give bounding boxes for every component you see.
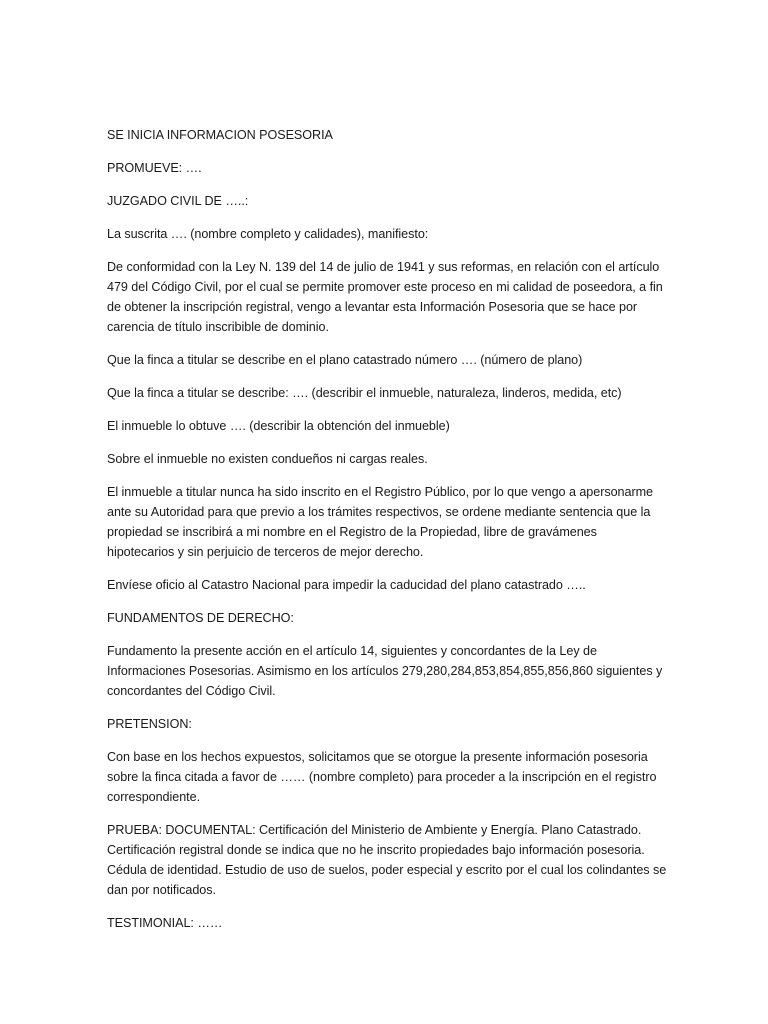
document-title: SE INICIA INFORMACION POSESORIA bbox=[107, 128, 333, 142]
obtuve-paragraph: El inmueble lo obtuve …. (describir la obtención del inmueble) bbox=[107, 419, 450, 433]
pretension-paragraph: Con base en los hechos expuestos, solicitamos que se otorgue la presente información posesoria sobre la finca citada a favor de …… (nombre completo) para proceder a la inscripción en el registro correspondiente. bbox=[107, 750, 657, 804]
juzgado-line: JUZGADO CIVIL DE …..: bbox=[107, 194, 249, 208]
ley-paragraph: De conformidad con la Ley N. 139 del 14 de julio de 1941 y sus reformas, en relación con el artículo 479 del Código Civil, por el cual se permite promover este proceso en mi calidad de poseedora, a fin de obtener la inscripción registral, vengo a levantar esta Información Posesoria que se hace por carencia de título inscribible de dominio. bbox=[107, 260, 663, 334]
document-body bbox=[107, 125, 667, 946]
intro-paragraph: La suscrita …. (nombre completo y calidades), manifiesto: bbox=[107, 227, 429, 241]
describe-paragraph: Que la finca a titular se describe: …. (describir el inmueble, naturaleza, linderos, medida, etc) bbox=[107, 386, 622, 400]
prueba-paragraph: PRUEBA: DOCUMENTAL: Certificación del Ministerio de Ambiente y Energía. Plano Catastrado. Certificación registral donde se indica que no he inscrito propiedades bajo información posesoria. Cédula de identidad. Estudio de uso de suelos, poder especial y escrito por el cual los colindantes se dan por notificados. bbox=[107, 823, 667, 897]
plano-paragraph: Que la finca a titular se describe en el plano catastrado número …. (número de plano) bbox=[107, 353, 583, 367]
fundamentos-paragraph: Fundamento la presente acción en el artículo 14, siguientes y concordantes de la Ley de Informaciones Posesorias. Asimismo en los artículos 279,280,284,853,854,855,856,860 siguientes y concordantes del Código Civil. bbox=[107, 644, 663, 698]
pretension-heading: PRETENSION: bbox=[107, 717, 192, 731]
condueños-paragraph: Sobre el inmueble no existen condueños ni cargas reales. bbox=[107, 452, 428, 466]
promueve-line: PROMUEVE: …. bbox=[107, 161, 202, 175]
fundamentos-heading: FUNDAMENTOS DE DERECHO: bbox=[107, 611, 294, 625]
testimonial-line: TESTIMONIAL: …… bbox=[107, 916, 223, 930]
oficio-paragraph: Envíese oficio al Catastro Nacional para impedir la caducidad del plano catastrado ….. bbox=[107, 578, 586, 592]
registro-paragraph: El inmueble a titular nunca ha sido inscrito en el Registro Público, por lo que vengo a apersonarme ante su Autoridad para que previo a los trámites respectivos, se ordene mediante sentencia que la propiedad se inscribirá a mi nombre en el Registro de la Propiedad, libre de gravámenes hipotecarios y sin perjuicio de terceros de mejor derecho. bbox=[107, 485, 653, 559]
